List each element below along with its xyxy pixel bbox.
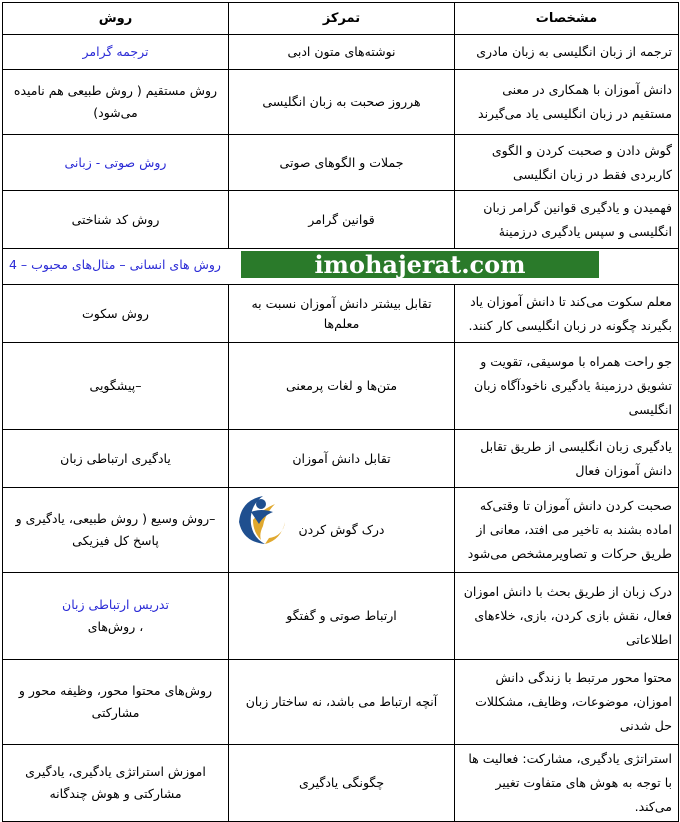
focus-cell: متن‌ها و لغات پرمعنی	[229, 343, 455, 430]
focus-cell: هرروز صحبت به زبان انگلیسی	[229, 70, 455, 135]
method-cell: یادگیری ارتباطی زبان	[3, 430, 229, 488]
method-cell: ترجمه گرامر	[3, 35, 229, 70]
method-cell: روش مستقیم ( روش طبیعی هم نامیده می‌شود)	[3, 70, 229, 135]
focus-cell: ارتباط صوتی و گفتگو	[229, 573, 455, 660]
header-features: مشخصات	[455, 3, 679, 35]
method-cell: روش سکوت	[3, 285, 229, 343]
watermark-banner: imohajerat.com	[241, 251, 599, 278]
header-focus: تمرکز	[229, 3, 455, 35]
features-cell: درک زبان از طریق بحث با دانش اموزان فعال، نقش بازی کردن، بازی، خلاءهای اطلاعاتی	[455, 573, 679, 660]
focus-cell: قوانین گرامر	[229, 191, 455, 249]
logo-icon	[231, 490, 289, 548]
features-cell: استراتژی یادگیری، مشارکت: فعالیت ها با توجه به هوش های متفاوت تغییر می‌کند.	[455, 745, 679, 822]
table-row	[3, 488, 679, 573]
table-row	[3, 70, 679, 135]
section-label: روش های انسانی – مثال‌های محبوب – 4	[9, 257, 221, 272]
table-row	[3, 35, 679, 70]
header-method: روش	[3, 3, 229, 35]
method-subtitle: ، روش‌های	[87, 619, 144, 634]
method-cell: روش صوتی - زبانی	[3, 135, 229, 191]
method-cell: روش‌های محتوا محور، وظیفه محور و مشارکتی	[3, 660, 229, 745]
features-cell: معلم سکوت می‌کند تا دانش آموزان یاد بگیرند چگونه در زبان انگلیسی کار کنند.	[455, 285, 679, 343]
table-row	[3, 285, 679, 343]
features-cell: محتوا محور مرتبط با زندگی دانش اموزان، موضوعات، وظایف، مشکللات حل شدنی	[455, 660, 679, 745]
method-cell: –پیشگویی	[3, 343, 229, 430]
method-cell	[3, 573, 229, 660]
band-row	[3, 249, 679, 285]
header-row	[3, 3, 679, 35]
focus-cell: جملات و الگوهای صوتی	[229, 135, 455, 191]
features-cell: دانش آموزان با همکاری در معنی مستقیم در زبان انگلیسی یاد می‌گیرند	[455, 70, 679, 135]
table-row	[3, 430, 679, 488]
table-row	[3, 191, 679, 249]
method-cell: روش کد شناختی	[3, 191, 229, 249]
features-cell: ترجمه از زبان انگلیسی به زبان مادری	[455, 35, 679, 70]
focus-cell: تقابل بیشتر دانش آموزان نسبت به معلم‌ها	[229, 285, 455, 343]
focus-text: درک گوش کردن	[298, 522, 385, 537]
focus-cell	[229, 488, 455, 573]
features-cell: گوش دادن و صحبت کردن و الگوی کاربردی فقط در زبان انگلیسی	[455, 135, 679, 191]
method-title: تدریس ارتباطی زبان	[62, 597, 169, 612]
focus-wrap	[235, 520, 448, 540]
focus-cell: چگونگی یادگیری	[229, 745, 455, 822]
methods-table	[2, 2, 679, 822]
features-cell: یادگیری زبان انگلیسی از طریق تقابل دانش آموزان فعال	[455, 430, 679, 488]
focus-cell: آنچه ارتباط می باشد، نه ساختار زبان	[229, 660, 455, 745]
method-cell: –روش وسیع ( روش طبیعی، یادگیری و پاسخ کل فیزیکی	[3, 488, 229, 573]
focus-cell: تقابل دانش آموزان	[229, 430, 455, 488]
focus-cell: نوشته‌های متون ادبی	[229, 35, 455, 70]
table-row	[3, 745, 679, 822]
table-row	[3, 135, 679, 191]
table-row	[3, 660, 679, 745]
features-cell: جو راحت همراه با موسیقی، تقویت و تشویق درزمینهٔ یادگیری ناخودآگاه زبان انگلیسی	[455, 343, 679, 430]
band-cell	[3, 249, 679, 285]
features-cell: فهمیدن و یادگیری قوانین گرامر زبان انگلیسی و سپس یادگیری درزمینهٔ	[455, 191, 679, 249]
features-cell: صحبت کردن دانش آموزان تا وقتی‌که اماده بشند به تاخیر می افتد، معانی از طریق حرکات و تصاویرمشخص می‌شود	[455, 488, 679, 573]
table-row	[3, 573, 679, 660]
method-cell: اموزش استراتژی یادگیری، یادگیری مشارکتی و هوش چندگانه	[3, 745, 229, 822]
table-row	[3, 343, 679, 430]
